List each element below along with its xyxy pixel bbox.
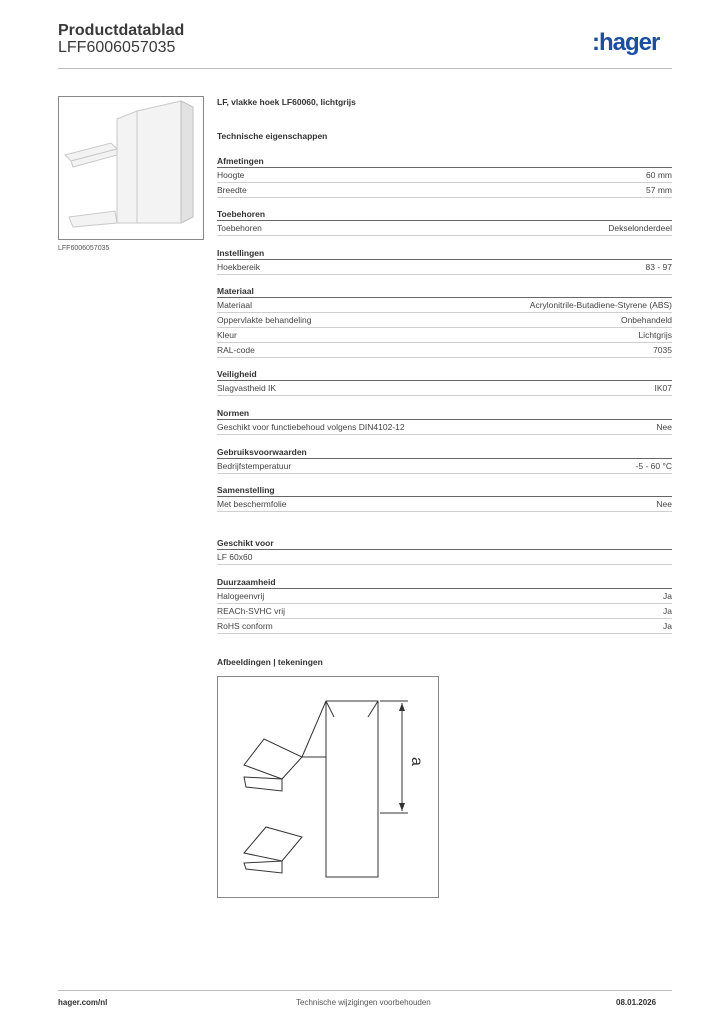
table-row (217, 168, 672, 183)
table-row (217, 589, 672, 604)
section-veiligheid (217, 368, 672, 396)
section-title: Gebruiksvoorwaarden (217, 446, 672, 459)
section-title: Geschikt voor (217, 537, 672, 550)
section-title: Veiligheid (217, 368, 672, 381)
drawings-title: Afbeeldingen | tekeningen (217, 657, 323, 667)
section-title: Samenstelling (217, 484, 672, 497)
section-samenstelling (217, 484, 672, 512)
row-label: RoHS conform (217, 621, 273, 631)
row-value: Ja (663, 621, 672, 631)
table-row (217, 604, 672, 619)
table-row (217, 420, 672, 435)
row-label: Bedrijfstemperatuur (217, 461, 292, 471)
section-duurzaamheid (217, 576, 672, 634)
tech-properties-title: Technische eigenschappen (217, 131, 328, 141)
section-afmetingen (217, 155, 672, 198)
row-label: Materiaal (217, 300, 252, 310)
product-title: LF, vlakke hoek LF60060, lichtgrijs (217, 97, 356, 107)
section-instellingen (217, 247, 672, 275)
footer-date: 08.01.2026 (616, 998, 657, 1007)
table-row (217, 343, 672, 358)
row-label: Geschikt voor functiebehoud volgens DIN4102-12 (217, 422, 405, 432)
section-normen (217, 407, 672, 435)
technical-drawing (217, 676, 439, 898)
row-label: Kleur (217, 330, 237, 340)
row-value: Dekselonderdeel (608, 223, 672, 233)
row-value: 60 mm (646, 170, 672, 180)
table-row (217, 381, 672, 396)
page-title: Productdatablad (58, 22, 185, 39)
hager-logo (592, 28, 674, 58)
table-row (217, 328, 672, 343)
section-title: Instellingen (217, 247, 672, 260)
row-label: RAL-code (217, 345, 255, 355)
section-title: Materiaal (217, 285, 672, 298)
table-row (217, 260, 672, 275)
row-value: 83 - 97 (645, 262, 672, 272)
image-caption: LFF6006057035 (58, 245, 110, 252)
dimension-label: a (408, 757, 425, 766)
footer-website-link[interactable]: hager.com/nl (58, 998, 108, 1007)
drawing-svg (218, 677, 438, 897)
table-row (217, 298, 672, 313)
row-label: Halogeenvrij (217, 591, 265, 601)
header-divider (58, 68, 672, 69)
row-label: Met beschermfolie (217, 499, 287, 509)
row-label: Hoogte (217, 170, 245, 180)
row-value: Lichtgrijs (638, 330, 672, 340)
row-label: Hoekbereik (217, 262, 260, 272)
product-image (58, 96, 204, 240)
section-title: Afmetingen (217, 155, 672, 168)
row-value: Acrylonitrile-Butadiene-Styrene (ABS) (529, 300, 672, 310)
row-label: LF 60x60 (217, 552, 253, 562)
table-row (217, 183, 672, 198)
section-title: Normen (217, 407, 672, 420)
row-value: Ja (663, 606, 672, 616)
section-geschikt-voor (217, 537, 672, 565)
section-gebruiksvoorwaarden (217, 446, 672, 474)
row-label: Breedte (217, 185, 247, 195)
row-value: Nee (656, 422, 672, 432)
table-row (217, 221, 672, 236)
table-row (217, 550, 672, 565)
footer-disclaimer: Technische wijzigingen voorbehouden (296, 998, 431, 1007)
section-materiaal (217, 285, 672, 358)
row-value: 57 mm (646, 185, 672, 195)
row-value: IK07 (654, 383, 672, 393)
row-label: REACh-SVHC vrij (217, 606, 286, 616)
row-label: Oppervlakte behandeling (217, 315, 312, 325)
table-row (217, 313, 672, 328)
row-value: Ja (663, 591, 672, 601)
table-row (217, 619, 672, 634)
row-value: -5 - 60 °C (635, 461, 672, 471)
article-number: LFF6006057035 (58, 39, 176, 56)
footer-divider (58, 990, 672, 991)
table-row (217, 497, 672, 512)
row-label: Toebehoren (217, 223, 262, 233)
section-title: Duurzaamheid (217, 576, 672, 589)
table-row (217, 459, 672, 474)
brand-text: :hager (592, 29, 660, 56)
row-value: 7035 (653, 345, 672, 355)
section-title: Toebehoren (217, 208, 672, 221)
row-label: Slagvastheid IK (217, 383, 277, 393)
section-toebehoren (217, 208, 672, 236)
row-value: Nee (656, 499, 672, 509)
row-value: Onbehandeld (620, 315, 672, 325)
